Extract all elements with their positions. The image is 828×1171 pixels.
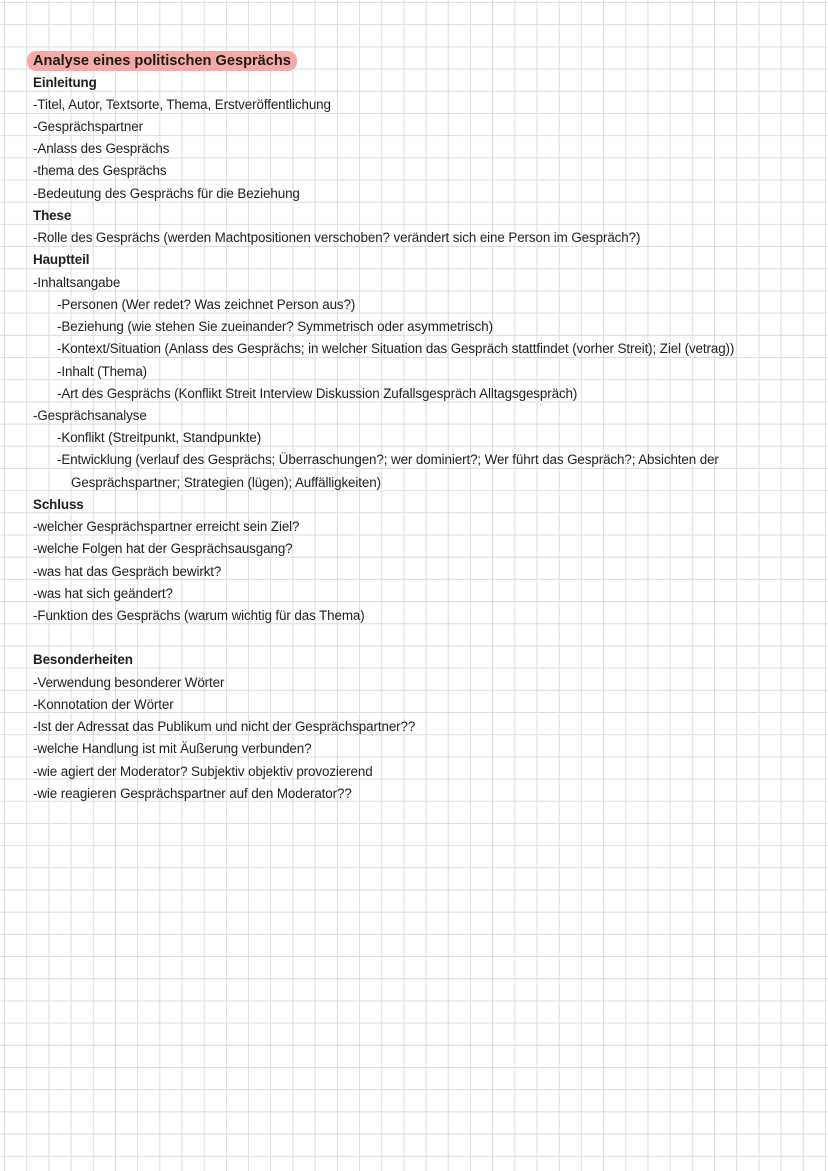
list-item: -Bedeutung des Gesprächs für die Beziehung — [33, 186, 300, 201]
list-item: -Gesprächspartner — [33, 119, 143, 134]
list-item: -Ist der Adressat das Publikum und nicht der Gesprächspartner?? — [33, 719, 416, 734]
subheading-gespraechsanalyse: -Gesprächsanalyse — [33, 408, 147, 423]
list-item: -welche Folgen hat der Gesprächsausgang? — [33, 541, 293, 556]
list-item: -welche Handlung ist mit Äußerung verbunden? — [33, 741, 312, 756]
page-title: Analyse eines politischen Gesprächs — [27, 51, 297, 71]
list-item: -Konflikt (Streitpunkt, Standpunkte) — [57, 430, 262, 445]
list-item: -wie agiert der Moderator? Subjektiv objektiv provozierend — [33, 764, 373, 779]
heading-these: These — [33, 208, 72, 223]
list-item: -was hat das Gespräch bewirkt? — [33, 564, 222, 579]
subheading-inhaltsangabe: -Inhaltsangabe — [33, 275, 121, 290]
list-item: -Rolle des Gesprächs (werden Machtpositionen verschoben? verändert sich eine Person im Gespräch?) — [33, 230, 641, 245]
list-item: -Anlass des Gesprächs — [33, 141, 170, 156]
list-item: -Entwicklung (verlauf des Gesprächs; Überraschungen?; wer dominiert?; Wer führt das Gespräch?; Absichten der — [57, 452, 719, 467]
list-item: -welcher Gesprächspartner erreicht sein Ziel? — [33, 519, 300, 534]
list-item: -Titel, Autor, Textsorte, Thema, Erstveröffentlichung — [33, 97, 331, 112]
list-item: -Funktion des Gesprächs (warum wichtig für das Thema) — [33, 608, 365, 623]
heading-einleitung: Einleitung — [33, 75, 97, 90]
list-item: -Beziehung (wie stehen Sie zueinander? Symmetrisch oder asymmetrisch) — [57, 319, 493, 334]
list-item: -Kontext/Situation (Anlass des Gesprächs; in welcher Situation das Gespräch stattfindet (vorher Streit); Ziel (vetrag)) — [57, 341, 735, 356]
heading-besonderheiten: Besonderheiten — [33, 652, 133, 667]
list-item: -Konnotation der Wörter — [33, 697, 174, 712]
list-item: -thema des Gesprächs — [33, 163, 167, 178]
heading-schluss: Schluss — [33, 497, 84, 512]
list-item: -wie reagieren Gesprächspartner auf den Moderator?? — [33, 786, 352, 801]
list-item: -was hat sich geändert? — [33, 586, 173, 601]
list-item-continuation: Gesprächspartner; Strategien (lügen); Auffälligkeiten) — [71, 475, 381, 490]
list-item: -Personen (Wer redet? Was zeichnet Person aus?) — [57, 297, 356, 312]
list-item: -Verwendung besonderer Wörter — [33, 675, 225, 690]
heading-hauptteil: Hauptteil — [33, 252, 90, 267]
list-item: -Art des Gesprächs (Konflikt Streit Interview Diskussion Zufallsgespräch Alltagsgespräch) — [57, 386, 578, 401]
list-item: -Inhalt (Thema) — [57, 364, 148, 379]
